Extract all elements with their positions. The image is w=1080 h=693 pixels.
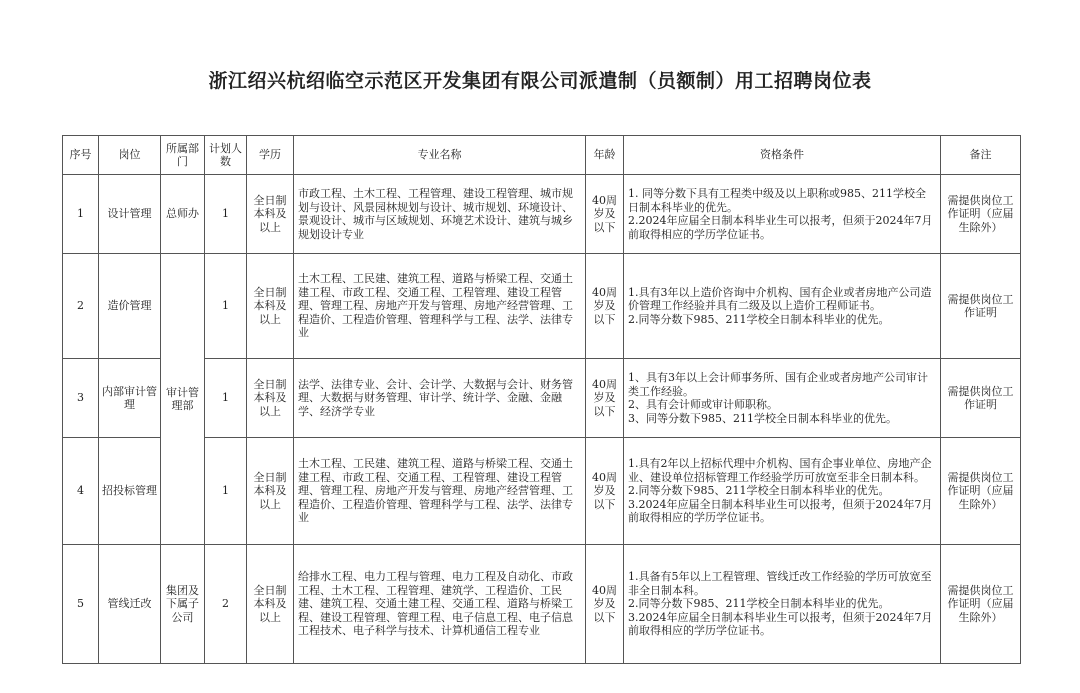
- cell-edu: 全日制本科及以上: [247, 438, 294, 545]
- header-major: 专业名称: [294, 136, 586, 175]
- cell-no: 3: [63, 359, 99, 438]
- table-row: [63, 175, 1021, 254]
- cell-post: 设计管理: [99, 175, 161, 254]
- cell-qualification: 1、具有3年以上会计师事务所、国有企业或者房地产公司审计类工作经验。 2、具有会计师或审计师职称。 3、同等分数下985、211学校全日制本科毕业的优先。: [624, 359, 941, 438]
- cell-age: 40周岁及以下: [586, 359, 624, 438]
- cell-no: 2: [63, 254, 99, 359]
- cell-no: 5: [63, 545, 99, 664]
- header-dept: 所属部门: [161, 136, 205, 175]
- cell-dept: 集团及下属子公司: [161, 545, 205, 664]
- cell-post: 管线迁改: [99, 545, 161, 664]
- cell-count: 1: [205, 175, 247, 254]
- cell-qualification: 1.具有3年以上造价咨询中介机构、国有企业或者房地产公司造价管理工作经验并具有二级及以上造价工程师证书。 2.同等分数下985、211学校全日制本科毕业的优先。: [624, 254, 941, 359]
- cell-note: 需提供岗位工作证明: [941, 254, 1021, 359]
- cell-count: 2: [205, 545, 247, 664]
- cell-major: 给排水工程、电力工程与管理、电力工程及自动化、市政工程、土木工程、工程管理、建筑学、工程造价、工民建、建筑工程、交通土建工程、交通工程、道路与桥梁工程、建设工程管理、管理工程、电子信息工程、电子信息工程技术、电子科学与技术、计算机通信工程专业: [294, 545, 586, 664]
- cell-edu: 全日制本科及以上: [247, 545, 294, 664]
- table-header-row: [63, 136, 1021, 175]
- header-no: 序号: [63, 136, 99, 175]
- cell-age: 40周岁及以下: [586, 545, 624, 664]
- cell-major: 土木工程、工民建、建筑工程、道路与桥梁工程、交通土建工程、市政工程、交通工程、工程管理、建设工程管理、管理工程、房地产开发与管理、房地产经营管理、工程造价、工程造价管理、管理科学与工程、法学、法律专业: [294, 254, 586, 359]
- cell-major: 市政工程、土木工程、工程管理、建设工程管理、城市规划与设计、风景园林规划与设计、城市规划、环境设计、景观设计、城市与区域规划、环境艺术设计、建筑与城乡规划设计专业: [294, 175, 586, 254]
- cell-no: 1: [63, 175, 99, 254]
- table-row: [63, 254, 1021, 359]
- header-note: 备注: [941, 136, 1021, 175]
- cell-count: 1: [205, 438, 247, 545]
- header-count: 计划人数: [205, 136, 247, 175]
- cell-qualification: 1.具有2年以上招标代理中介机构、国有企事业单位、房地产企业、建设单位招标管理工作经验学历可放宽至非全日制本科。 2.同等分数下985、211学校全日制本科毕业的优先。 3.2024年应届全日制本科毕业生可以报考，但须于2024年7月前取得相应的学历学位证书。: [624, 438, 941, 545]
- cell-qualification: 1. 同等分数下具有工程类中级及以上职称或985、211学校全日制本科毕业的优先。 2.2024年应届全日制本科毕业生可以报考，但须于2024年7月前取得相应的学历学位证书。: [624, 175, 941, 254]
- header-qual: 资格条件: [624, 136, 941, 175]
- recruitment-table: [62, 135, 1021, 664]
- cell-note: 需提供岗位工作证明（应届生除外）: [941, 438, 1021, 545]
- cell-note: 需提供岗位工作证明: [941, 359, 1021, 438]
- cell-major: 法学、法律专业、会计、会计学、大数据与会计、财务管理、大数据与财务管理、审计学、统计学、金融、金融学、经济学专业: [294, 359, 586, 438]
- table-row: [63, 545, 1021, 664]
- cell-qualification: 1.具备有5年以上工程管理、管线迁改工作经验的学历可放宽至非全日制本科。 2.同等分数下985、211学校全日制本科毕业的优先。 3.2024年应届全日制本科毕业生可以报考，但须于2024年7月前取得相应的学历学位证书。: [624, 545, 941, 664]
- document-title: 浙江绍兴杭绍临空示范区开发集团有限公司派遣制（员额制）用工招聘岗位表: [208, 70, 872, 92]
- cell-edu: 全日制本科及以上: [247, 359, 294, 438]
- cell-count: 1: [205, 254, 247, 359]
- cell-dept: 总师办: [161, 175, 205, 254]
- header-age: 年龄: [586, 136, 624, 175]
- cell-post: 内部审计管理: [99, 359, 161, 438]
- cell-age: 40周岁及以下: [586, 254, 624, 359]
- cell-note: 需提供岗位工作证明（应届生除外）: [941, 545, 1021, 664]
- cell-post: 造价管理: [99, 254, 161, 359]
- table-row: [63, 438, 1021, 545]
- cell-no: 4: [63, 438, 99, 545]
- header-edu: 学历: [247, 136, 294, 175]
- cell-count: 1: [205, 359, 247, 438]
- cell-note: 需提供岗位工作证明（应届生除外）: [941, 175, 1021, 254]
- cell-post: 招投标管理: [99, 438, 161, 545]
- cell-dept: 审计管理部: [161, 254, 205, 545]
- table-row: [63, 359, 1021, 438]
- cell-major: 土木工程、工民建、建筑工程、道路与桥梁工程、交通土建工程、市政工程、交通工程、工程管理、建设工程管理、管理工程、房地产开发与管理、房地产经营管理、工程造价、工程造价管理、管理科学与工程、法学、法律专业: [294, 438, 586, 545]
- cell-edu: 全日制本科及以上: [247, 254, 294, 359]
- header-post: 岗位: [99, 136, 161, 175]
- cell-age: 40周岁及以下: [586, 438, 624, 545]
- cell-edu: 全日制本科及以上: [247, 175, 294, 254]
- cell-age: 40周岁及以下: [586, 175, 624, 254]
